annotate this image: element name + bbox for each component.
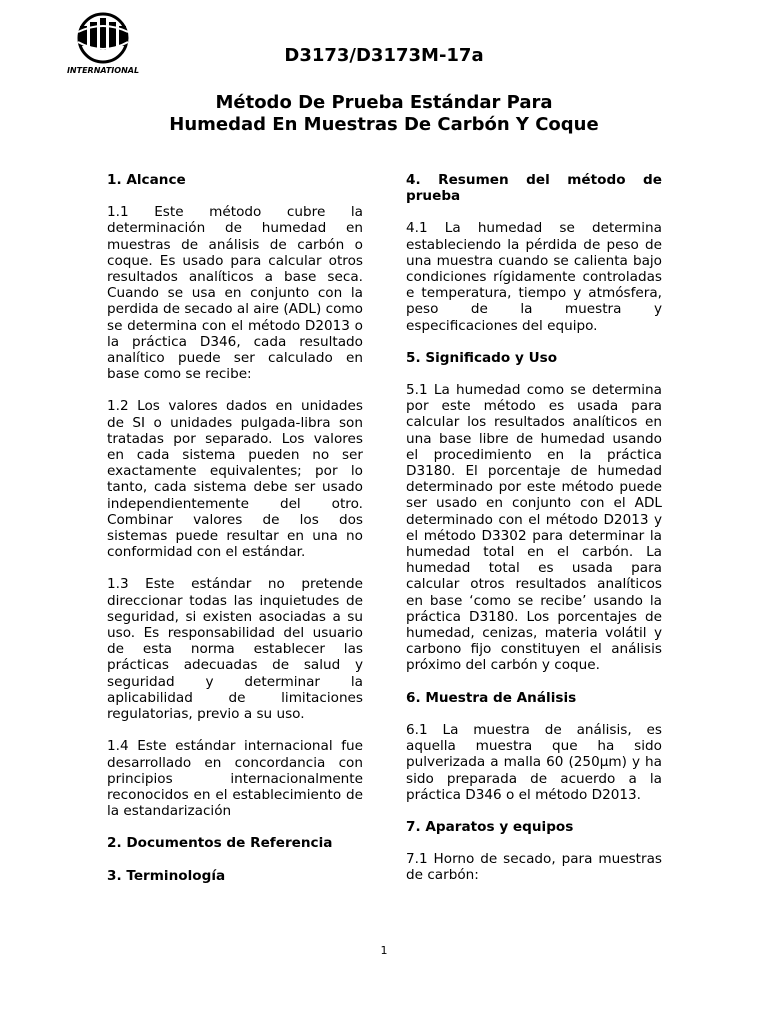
left-column bbox=[107, 172, 363, 900]
section-4-heading: 4. Resumen del método de prueba bbox=[406, 172, 662, 205]
paragraph-5-1: 5.1 La humedad como se determina por este método es usada para calcular los resultados analíticos en una base libre de humedad usando el procedimiento en la práctica D3180. El porcentaje de humedad determinado por este método puede ser usado en conjunto con el ADL determinado con el método D2013 y el método D3302 para determinar la humedad total en el carbón. La humedad total es usada para calcular otros resultados analíticos en base ‘como se recibe’ usando la práctica D3180. Los porcentajes de humedad, cenizas, materia volátil y carbono fijo constituyen el análisis próximo del carbón y coque. bbox=[406, 382, 662, 674]
section-1-heading: 1. Alcance bbox=[107, 172, 186, 188]
section-2-heading: 2. Documentos de Referencia bbox=[107, 835, 333, 852]
section-3-heading: 3. Terminología bbox=[107, 867, 226, 884]
document-number: D3173/D3173M-17a bbox=[284, 45, 484, 66]
title-line-2: Humedad En Muestras De Carbón Y Coque bbox=[169, 114, 599, 135]
page-number: 1 bbox=[380, 944, 388, 957]
right-column bbox=[406, 172, 662, 900]
paragraph-1-1: 1.1 Este método cubre la determinación de humedad en muestras de análisis de carbón o coque. Es usado para calcular otros resultados analíticos a base seca. Cuando se usa en conjunto con la perdida de secado al aire (ADL) como se determina con el método D2013 o la práctica D346, cada resultado analítico puede ser calculado en base como se recibe: bbox=[107, 204, 363, 383]
paragraph-6-1: 6.1 La muestra de análisis, es aquella muestra que ha sido pulverizada a malla 60 (250µm) y ha sido preparada de acuerdo a la práctica D346 o el método D2013. bbox=[406, 721, 662, 803]
section-5-heading: 5. Significado y Uso bbox=[406, 349, 558, 366]
paragraph-1-4: 1.4 Este estándar internacional fue desarrollado en concordancia con principios internacionalmente reconocidos en el establecimiento de la estandarización bbox=[107, 738, 363, 820]
section-6-heading: 6. Muestra de Análisis bbox=[406, 689, 577, 706]
title-line-1: Método De Prueba Estándar Para bbox=[215, 92, 553, 113]
paragraph-1-3: 1.3 Este estándar no pretende direccionar todas las inquietudes de seguridad, si existen asociadas a su uso. Es responsabilidad del usuario de esta norma establecer las prácticas adecuadas de salud y seguridad y determinar la aplicabilidad de limitaciones regulatorias, previo a su uso. bbox=[107, 576, 363, 723]
section-7-heading: 7. Aparatos y equipos bbox=[406, 818, 574, 835]
paragraph-4-1: 4.1 La humedad se determina estableciendo la pérdida de peso de una muestra cuando se calienta bajo condiciones rígidamente controladas e temperatura, tiempo y atmósfera, peso de la muestra y especificaciones del equipo. bbox=[406, 220, 662, 334]
paragraph-1-2: 1.2 Los valores dados en unidades de SI o unidades pulgada-libra son tratadas por separado. Los valores en cada sistema pueden no ser exactamente equivalentes; por lo tanto, cada sistema debe ser usado independientemente del otro. Combinar valores de los dos sistemas puede resultar en una no conformidad con el estándar. bbox=[107, 398, 363, 561]
document-title bbox=[0, 92, 768, 136]
paragraph-7-1: 7.1 Horno de secado, para muestras de carbón: bbox=[406, 851, 662, 884]
logo-caption: INTERNATIONAL bbox=[66, 66, 140, 75]
